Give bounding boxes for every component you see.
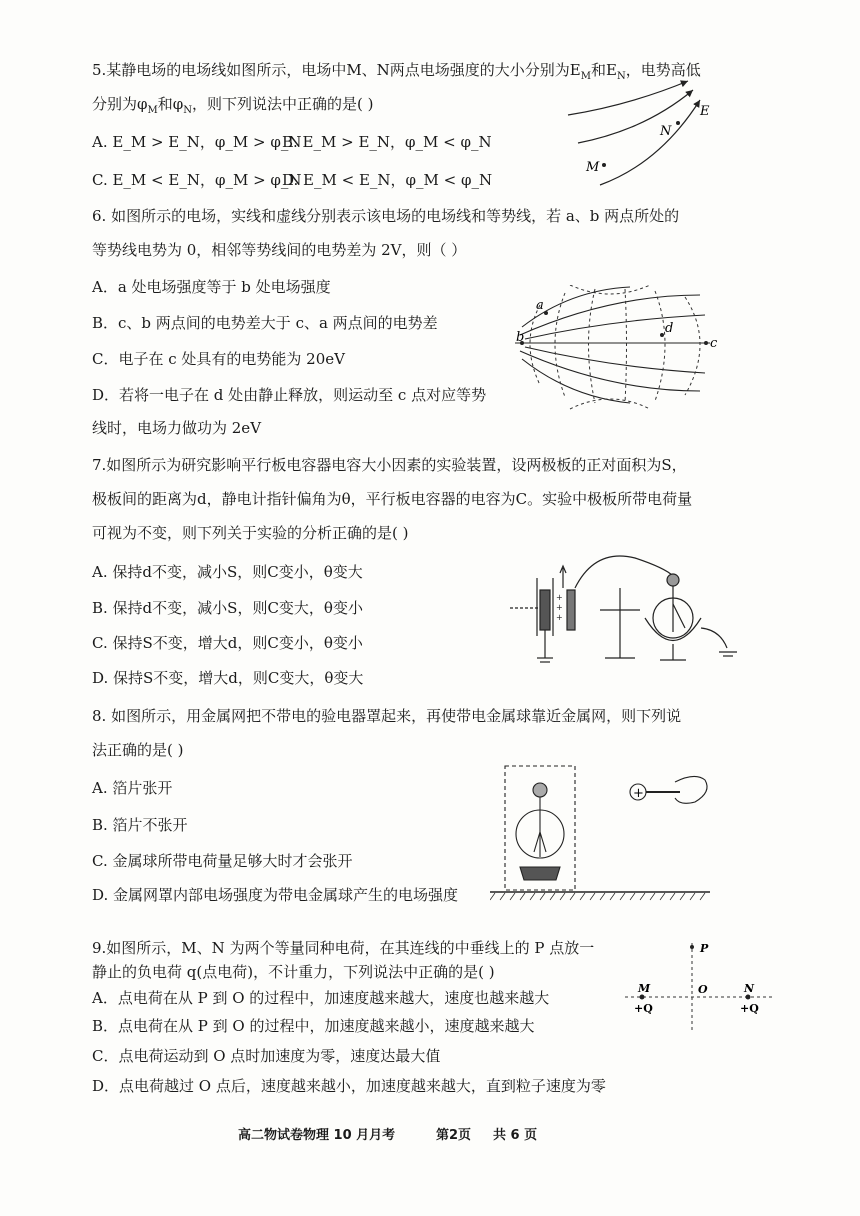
- q7-stem-line2: 极板间的距离为d，静电计指针偏角为θ，平行板电容器的电容为C。实验中极板所带电荷量: [92, 490, 693, 508]
- q9-option-b[interactable]: B．点电荷在从 P 到 O 的过程中，加速度越来越小，速度越来越大: [92, 1017, 535, 1035]
- field-line: [568, 81, 688, 115]
- q8-option-d[interactable]: D. 金属网罩内部电场强度为带电金属球产生的电场强度: [92, 886, 459, 904]
- q8-option-a[interactable]: A. 箔片张开: [92, 779, 173, 797]
- q7-stem-line1: 7.如图所示为研究影响平行板电容器电容大小因素的实验装置，设两极板的正对面积为S，: [92, 456, 687, 474]
- equipotential-line: [530, 305, 540, 385]
- foil-left: [534, 832, 540, 852]
- q5-option-d[interactable]: D. E_M < E_N，φ_M < φ_N: [282, 171, 493, 189]
- capacitor-plate-left: [540, 590, 550, 630]
- point-p: [690, 945, 694, 949]
- q8-option-b[interactable]: B. 箔片不张开: [92, 816, 188, 834]
- q5-stem-line1: 5.某静电场的电场线如图所示，电场中M、N两点电场强度的大小分别为$E_M$和$E_N$，电势高低: [92, 61, 701, 82]
- equipotential-line: [589, 289, 596, 403]
- q6-stem-line1: 6. 如图所示的电场，实线和虚线分别表示该电场的电场线和等势线，若 a、b 两点所处的: [92, 207, 680, 225]
- label-p: P: [700, 942, 709, 955]
- label-o: O: [698, 983, 708, 996]
- electroscope-knob: [533, 783, 547, 797]
- equipotential-line: [685, 297, 700, 395]
- q6-option-d-line1[interactable]: D．若将一电子在 d 处由静止释放，则运动至 c 点对应等势: [92, 386, 487, 404]
- q5-option-b[interactable]: B. E_M > E_N，φ_M < φ_N: [282, 133, 492, 151]
- electrometer-knob: [667, 574, 679, 586]
- point-a: [544, 311, 548, 315]
- positive-charge-sign: +: [633, 786, 644, 801]
- q8-stem-line2: 法正确的是( ): [92, 741, 184, 759]
- label-m: M: [586, 160, 600, 175]
- footer-total-pages: 共 6 页: [493, 1128, 538, 1143]
- point-m: [602, 163, 606, 167]
- capacitor-plate-right: [567, 590, 575, 630]
- label-n: N: [660, 124, 672, 139]
- q5-option-a[interactable]: A. E_M > E_N，φ_M > φ_N: [92, 133, 302, 151]
- q7-option-d[interactable]: D. 保持S不变，增大d，则C变大，θ变大: [92, 669, 364, 687]
- q7-option-c[interactable]: C. 保持S不变，增大d，则C变小，θ变小: [92, 634, 363, 652]
- q5-stem-line2: 分别为$\varphi_M$和$\varphi_N$，则下列说法中正确的是( ): [92, 95, 374, 116]
- point-c: [704, 341, 708, 345]
- label-b: b: [516, 330, 525, 345]
- ground-wire-right: [701, 628, 727, 648]
- q5-option-c[interactable]: C. E_M < E_N，φ_M > φ_N: [92, 171, 302, 189]
- point-n: [676, 121, 680, 125]
- connecting-wire: [575, 556, 673, 588]
- q9-option-a[interactable]: A．点电荷在从 P 到 O 的过程中，加速度越来越大，速度也越来越大: [92, 989, 550, 1007]
- q6-field-figure: [510, 285, 725, 415]
- q8-stem-line1: 8. 如图所示，用金属网把不带电的验电器罩起来，再使带电金属球靠近金属网，则下列说: [92, 707, 682, 725]
- label-charge-m: +Q: [634, 1002, 653, 1015]
- electrometer-pointer: [673, 604, 685, 628]
- q7-stem-line3: 可视为不变，则下列关于实验的分析正确的是( ): [92, 524, 409, 542]
- q9-option-c[interactable]: C．点电荷运动到 O 点时加速度为零，速度达最大值: [92, 1047, 441, 1065]
- svg-text:+: +: [556, 613, 563, 622]
- point-d: [660, 333, 664, 337]
- foil-right: [540, 832, 546, 852]
- electroscope-base: [520, 867, 560, 880]
- charge-m: [640, 995, 645, 1000]
- hand: [675, 776, 707, 803]
- q9-charges-figure: [620, 935, 780, 1035]
- label-n: N: [744, 982, 755, 995]
- label-a: a: [536, 298, 544, 313]
- q6-stem-line2: 等势线电势为 0，相邻等势线间的电势差为 2V，则（ ）: [92, 241, 467, 259]
- label-e: E: [700, 104, 710, 119]
- q6-option-a[interactable]: A．a 处电场强度等于 b 处电场强度: [92, 278, 331, 296]
- label-d: d: [665, 321, 674, 336]
- equipotential-line: [655, 291, 665, 401]
- q6-option-b[interactable]: B．c、b 两点间的电势差大于 c、a 两点间的电势差: [92, 314, 438, 332]
- field-line: [578, 90, 693, 143]
- q7-option-b[interactable]: B. 保持d不变，减小S，则C变大，θ变小: [92, 599, 363, 617]
- svg-text:+: +: [556, 593, 563, 602]
- q6-option-d-line2[interactable]: 线时，电场力做功为 2eV: [92, 419, 262, 437]
- field-line: [600, 100, 700, 185]
- footer-page-number: 第2页: [436, 1128, 472, 1143]
- q6-option-c[interactable]: C．电子在 c 处具有的电势能为 20eV: [92, 350, 345, 368]
- q8-option-c[interactable]: C. 金属球所带电荷量足够大时才会张开: [92, 852, 353, 870]
- q7-option-a[interactable]: A. 保持d不变，减小S，则C变小，θ变大: [92, 563, 363, 581]
- equipotential-line: [625, 289, 627, 403]
- label-c: c: [710, 336, 718, 351]
- label-charge-n: +Q: [740, 1002, 759, 1015]
- label-m: M: [638, 982, 651, 995]
- q9-stem-line1: 9.如图所示，M、N 为两个等量同种电荷，在其连线的中垂线上的 P 点放一: [92, 939, 595, 957]
- svg-text:+: +: [556, 603, 563, 612]
- q5-field-lines-figure: [560, 75, 720, 190]
- q8-metal-mesh-figure: [490, 762, 720, 907]
- field-line: [525, 315, 705, 339]
- q7-capacitor-apparatus-figure: [505, 548, 745, 670]
- q9-option-d[interactable]: D．点电荷越过 O 点后，速度越来越小，加速度越来越大，直到粒子速度为零: [92, 1077, 606, 1095]
- field-line: [525, 347, 705, 373]
- footer-exam-title: 高二物试卷物理 10 月月考: [238, 1128, 396, 1143]
- q9-stem-line2: 静止的负电荷 q(点电荷)，不计重力，下列说法中正确的是( ): [92, 963, 495, 981]
- charge-n: [746, 995, 751, 1000]
